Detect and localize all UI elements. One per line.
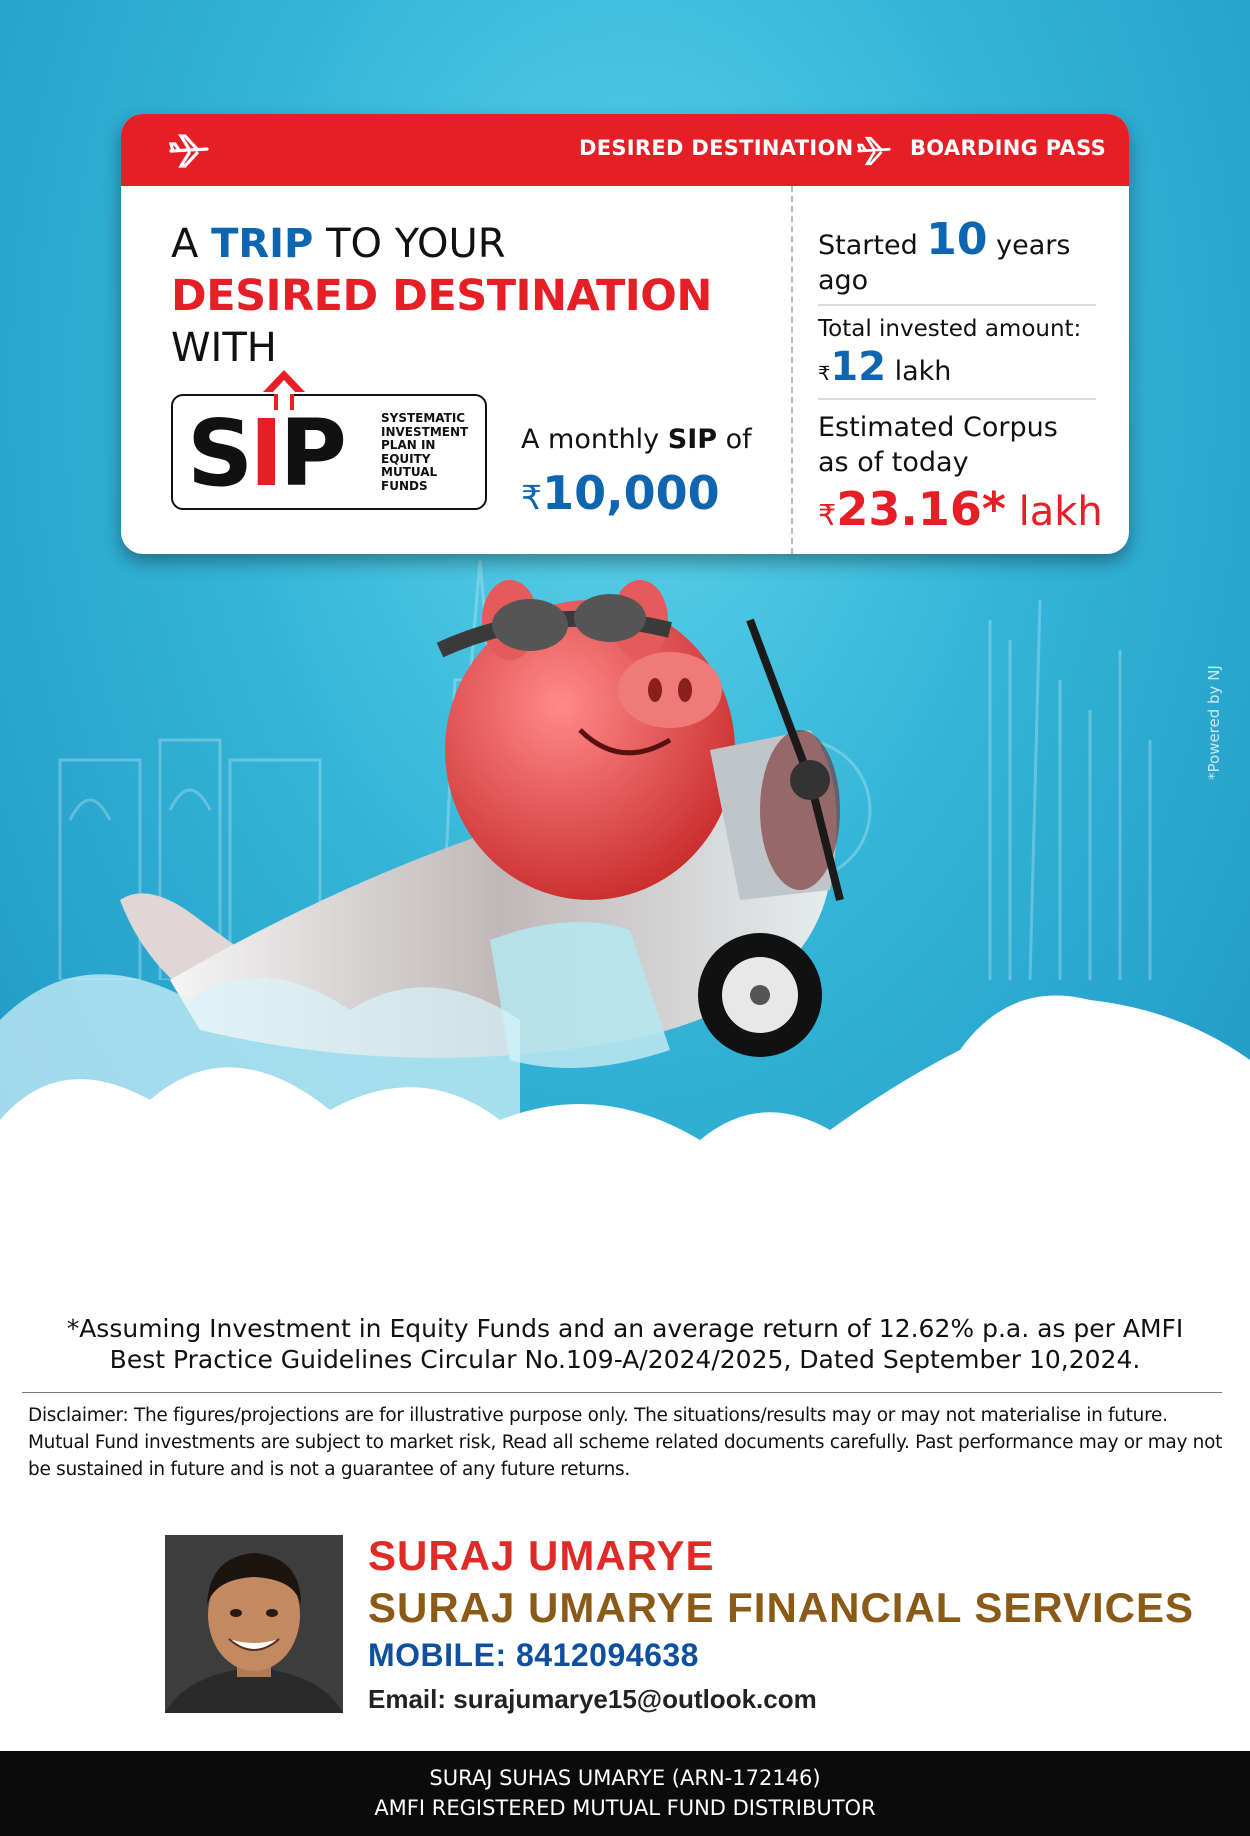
- headline-trip-word: TRIP: [211, 221, 314, 267]
- distributor-photo: [165, 1535, 343, 1713]
- corpus-unit: lakh: [1005, 489, 1103, 535]
- powered-by-text: *Powered by NJ: [1205, 665, 1223, 780]
- distributor-name: SURAJ UMARYE: [368, 1532, 715, 1579]
- assumption-note: [40, 1313, 1210, 1375]
- headline-line-1: [171, 218, 771, 270]
- footer-registration: AMFI REGISTERED MUTUAL FUND DISTRIBUTOR: [374, 1796, 876, 1820]
- sip-subtitle-line: SYSTEMATIC: [381, 411, 466, 425]
- summary-divider: [818, 398, 1096, 400]
- started-text: Started: [818, 230, 927, 261]
- monthly-amount-value: 10,000: [542, 466, 720, 520]
- headline-text: TO YOUR: [313, 221, 506, 267]
- sip-letter-p: P: [279, 400, 343, 507]
- sip-subtitle-line: MUTUAL: [381, 465, 438, 479]
- estimated-corpus-label: [818, 410, 1108, 480]
- invested-unit: lakh: [886, 356, 952, 387]
- company-name: SURAJ UMARYE FINANCIAL SERVICES: [368, 1584, 1195, 1631]
- sip-logo: [171, 394, 487, 510]
- summary-divider: [818, 304, 1096, 306]
- sip-letter-i: I: [249, 400, 280, 507]
- headline-line-2: DESIRED DESTINATION: [171, 271, 712, 321]
- corpus-label-line: as of today: [818, 447, 969, 478]
- headline-line-3: WITH: [171, 325, 277, 371]
- sip-subtitle-line: FUNDS: [381, 478, 428, 493]
- started-years-ago: [818, 214, 1108, 296]
- monthly-text: A monthly: [521, 424, 668, 455]
- clouds-illustration: [0, 940, 1250, 1300]
- airplane-icon: [857, 134, 891, 168]
- monthly-sip-amount: [521, 466, 720, 520]
- section-divider: [22, 1392, 1222, 1393]
- monthly-sip-word: SIP: [667, 424, 718, 455]
- sip-letter-s: S: [187, 400, 250, 507]
- boarding-pass-label: BOARDING PASS: [910, 136, 1107, 160]
- rupee-symbol: ₹: [818, 498, 837, 532]
- email-address[interactable]: Email: surajumarye15@outlook.com: [368, 1684, 817, 1714]
- person-portrait-illustration: [165, 1535, 343, 1713]
- assumption-line: Best Practice Guidelines Circular No.109-A/2024/2025, Dated September 10,2024.: [109, 1345, 1141, 1374]
- estimated-corpus-amount: [818, 482, 1108, 536]
- corpus-label-line: Estimated Corpus: [818, 412, 1058, 443]
- boarding-pass-card: [121, 114, 1129, 554]
- rupee-symbol: ₹: [521, 478, 543, 517]
- mobile-number[interactable]: MOBILE: 8412094638: [368, 1637, 699, 1673]
- started-years-value: 10: [926, 214, 988, 265]
- sip-subtitle-line: PLAN IN: [381, 438, 436, 452]
- monthly-text: of: [717, 424, 752, 455]
- desired-destination-label: DESIRED DESTINATION: [579, 136, 854, 160]
- monthly-sip-label: [521, 424, 752, 455]
- sip-letters: [187, 400, 343, 507]
- footer-arn: SURAJ SUHAS UMARYE (ARN-172146): [429, 1766, 821, 1790]
- ticket-perforation-divider: [791, 186, 793, 554]
- disclaimer-text: Disclaimer: The figures/projections are for illustrative purpose only. The situations/results may or may not materialise in future. Mutual Fund investments are subject to market risk, Read all scheme related documents carefully. Past performance may or may not be sustained in future and is not a guarantee of any future returns.: [28, 1405, 1223, 1480]
- total-invested-amount: [818, 344, 1108, 390]
- investment-summary: [818, 214, 1108, 536]
- footer-bar: [0, 1751, 1250, 1836]
- rupee-symbol: ₹: [818, 362, 831, 385]
- total-invested-label: Total invested amount:: [818, 316, 1082, 342]
- invested-amount-value: 12: [830, 344, 887, 390]
- sip-subtitle-line: INVESTMENT: [381, 424, 469, 439]
- headline-text: A: [171, 221, 212, 267]
- corpus-amount-value: 23.16*: [836, 482, 1006, 536]
- airplane-icon: [169, 134, 209, 168]
- boarding-pass-header-bar: [121, 114, 1129, 186]
- headline: [171, 218, 771, 374]
- sip-logo-subtitle: [381, 412, 481, 493]
- started-text: years ago: [818, 230, 1071, 296]
- assumption-line: *Assuming Investment in Equity Funds and an average return of 12.62% p.a. as per AMFI: [66, 1314, 1184, 1343]
- sip-subtitle-line: EQUITY: [381, 451, 431, 466]
